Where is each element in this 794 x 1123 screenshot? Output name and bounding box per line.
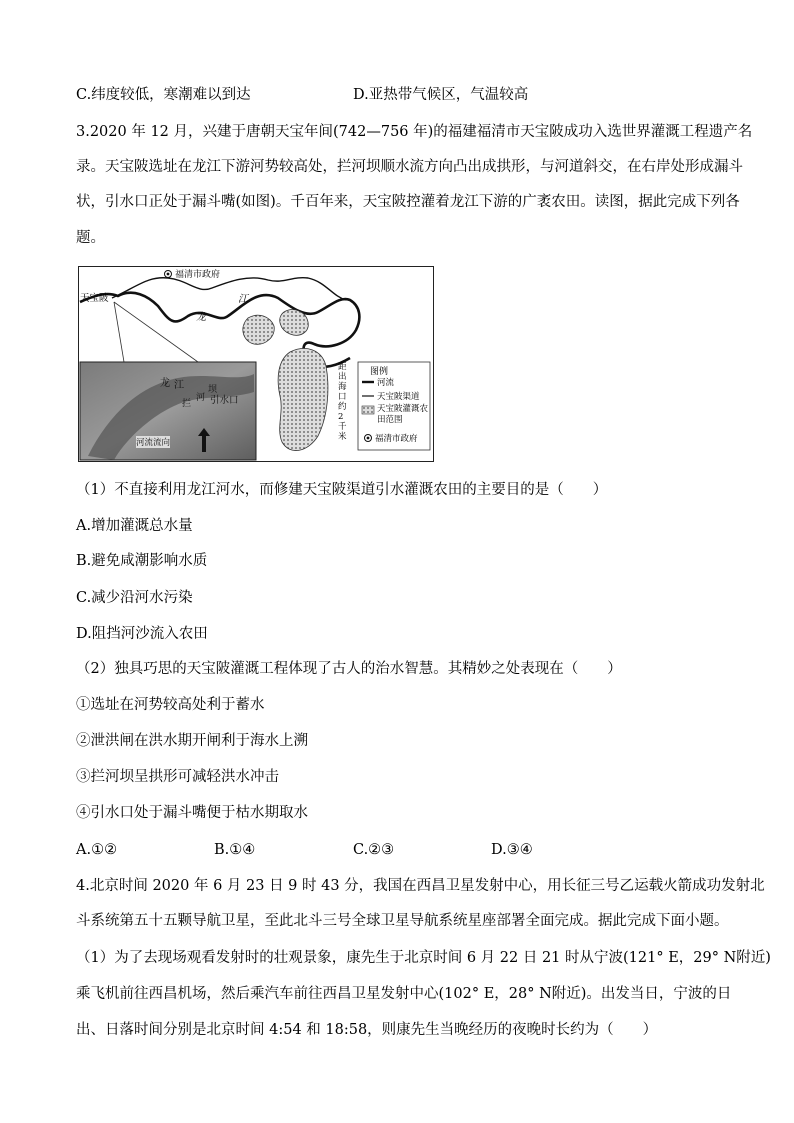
map-label-tianbaobei: 天宝陂 <box>80 293 109 304</box>
q3-sub2-option-c: C.②③ <box>353 842 395 858</box>
option-c: C.纬度较低，寒潮难以到达 <box>76 87 251 103</box>
q3-stem-line-2: 录。天宝陂选址在龙江下游河势较高处，拦河坝顺水流方向凸出成拱形，与河道斜交，在右岸处形成漏斗 <box>76 159 743 175</box>
q3-sub2-question: （2）独具巧思的天宝陂灌溉工程体现了古人的治水智慧。其精妙之处表现在（ ） <box>76 661 622 677</box>
q4-stem-line-1: 4.北京时间 2020 年 6 月 23 日 9 时 43 分，我国在西昌卫星发射中心，用长征三号乙运载火箭成功发射北 <box>76 878 765 894</box>
q4-stem-line-2: 斗系统第五十五颗导航卫星，至此北斗三号全球卫星导航系统星座部署全面完成。据此完成下面小题。 <box>76 913 729 929</box>
photo-label-he: 河 <box>196 393 206 403</box>
legend-farmland-label: 天宝陂灌溉农田范围 <box>377 404 429 425</box>
legend-title: 图例 <box>370 367 389 377</box>
photo-label-lan: 拦 <box>182 399 192 409</box>
q3-stem-line-4: 题。 <box>76 230 105 246</box>
q3-stem-line-1: 3.2020 年 12 月，兴建于唐朝天宝年间(742—756 年)的福建福清市天宝陂成功入选世界灌溉工程遗产名 <box>76 124 753 140</box>
map-label-gov: 福清市政府 <box>175 270 221 280</box>
legend-canal-label: 天宝陂渠道 <box>377 392 420 402</box>
tianbaobei-map-figure <box>78 266 434 462</box>
q3-stem-line-3: 状，引水口正处于漏斗嘴(如图)。千百年来，天宝陂控灌着龙江下游的广袤农田。读图，据此完成下列各 <box>76 194 740 210</box>
q3-sub1-option-b: B.避免咸潮影响水质 <box>76 553 208 569</box>
q3-sub2-option-b: B.①④ <box>214 842 256 858</box>
photo-label-ba: 坝 <box>208 385 218 395</box>
q3-sub1-option-d: D.阻挡河沙流入农田 <box>76 626 208 642</box>
q3-sub1-option-c: C.减少沿河水污染 <box>76 590 193 606</box>
legend-farmland-swatch <box>362 406 374 414</box>
q4-sub1-line-2: 乘飞机前往西昌机场，然后乘汽车前往西昌卫星发射中心(102° E，28° N附近)。出发当日，宁波的日 <box>76 986 732 1002</box>
photo-label-long: 龙 <box>160 378 170 389</box>
photo-label-intake: 引水口 <box>210 395 239 406</box>
option-d: D.亚热带气候区，气温较高 <box>353 87 529 103</box>
legend-river-label: 河流 <box>377 378 395 388</box>
q3-sub2-option-d: D.③④ <box>491 842 533 858</box>
q3-sub2-statement-3: ③拦河坝呈拱形可减轻洪水冲击 <box>76 769 279 785</box>
q3-sub1-question: （1）不直接利用龙江河水，而修建天宝陂渠道引水灌溉农田的主要目的是（ ） <box>76 482 608 498</box>
legend-gov-label: 福清市政府 <box>375 434 418 444</box>
photo-label-jiang: 江 <box>174 380 184 391</box>
map-label-jiang: 江 <box>238 294 248 305</box>
map-label-long: 龙 <box>196 312 206 323</box>
q3-sub2-statement-4: ④引水口处于漏斗嘴便于枯水期取水 <box>76 805 308 821</box>
q4-sub1-line-1: （1）为了去现场观看发射时的壮观景象，康先生于北京时间 6 月 22 日 21 时从宁波(121° E，29° N附近) <box>76 950 771 966</box>
q3-sub2-option-a: A.①② <box>76 842 118 858</box>
distance-note: 距出海口约2千米 <box>338 362 347 442</box>
q3-sub2-statement-1: ①选址在河势较高处利于蓄水 <box>76 697 265 713</box>
q3-sub1-option-a: A.增加灌溉总水量 <box>76 518 193 534</box>
q3-sub2-statement-2: ②泄洪闸在洪水期开闸利于海水上溯 <box>76 733 308 749</box>
q4-sub1-line-3: 出、日落时间分别是北京时间 4:54 和 18:58，则康先生当晚经历的夜晚时长约为（ ） <box>76 1022 658 1038</box>
photo-label-flow: 河流流向 <box>136 438 171 448</box>
